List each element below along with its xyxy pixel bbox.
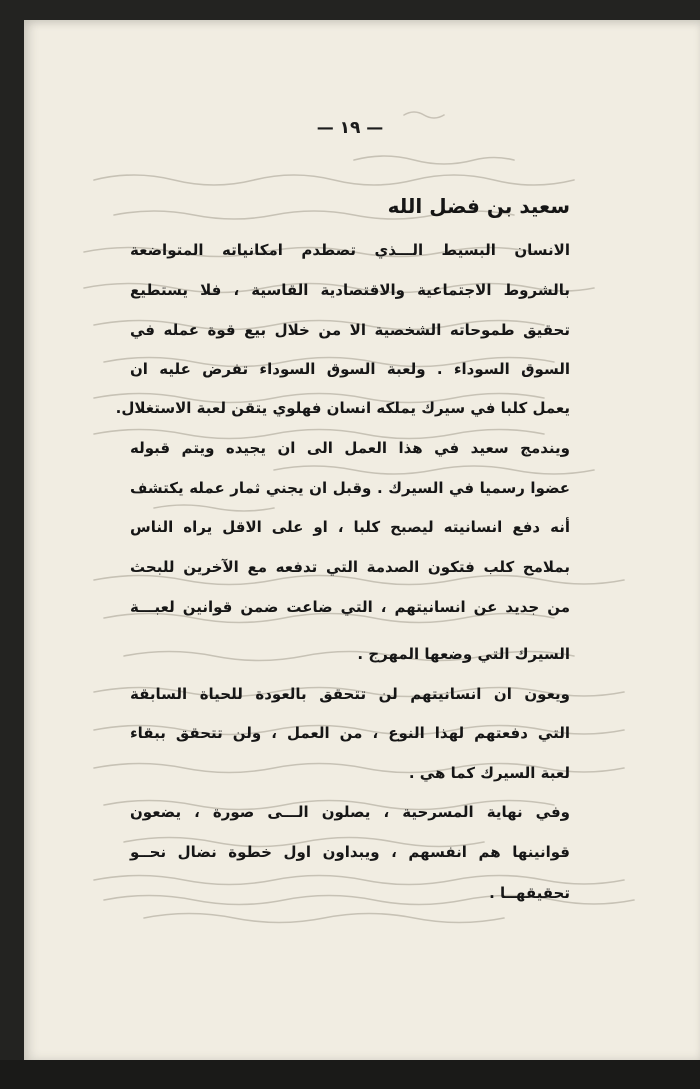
body-line: بملامح كلب فتكون الصدمة التي تدفعه مع الآخرين للبحث (130, 558, 570, 576)
body-line: السيرك التي وضعها المهرج . (357, 645, 570, 663)
body-line: التي دفعتهم لهذا النوع ، من العمل ، ولن تتحقق ببقاء (130, 724, 570, 742)
body-line: لعبة السيرك كما هي . (408, 764, 570, 782)
body-line: عضوا رسميا في السيرك . وقبل ان يجني ثمار عمله يكتشف (130, 479, 570, 497)
scanner-edge (0, 1060, 700, 1089)
page-number: — ١٩ — (316, 118, 384, 138)
body-line: ويندمج سعيد في هذا العمل الى ان يجيده ويتم قبوله (130, 439, 570, 457)
body-line: يعمل كلبا في سيرك يملكه انسان فهلوي يتقن لعبة الاستغلال. (115, 399, 570, 417)
body-line: تحقيق طموحاته الشخصية الا من خلال بيع قوة عمله في (130, 321, 570, 339)
body-line: قوانينها هم انفسهم ، ويبداون اول خطوة نضال نحــو (130, 843, 570, 861)
page-title: سعيد بن فضل الله (387, 194, 570, 218)
body-line: ويعون ان انسانيتهم لن تتحقق بالعودة للحياة السابقة (130, 685, 570, 703)
body-line: الانسان البسيط الـــذي تصطدم امكانياته المتواضعة (130, 241, 570, 259)
body-line: بالشروط الاجتماعية والاقتصادية القاسية ، فلا يستطيع (130, 281, 570, 299)
body-line: تحقيقهــا . (489, 884, 570, 902)
body-line: أنه دفع انسانيته ليصبح كلبا ، او على الاقل يراه الناس (130, 518, 570, 536)
body-line: وفي نهاية المسرحية ، يصلون الـــى صورة ، يضعون (130, 803, 570, 821)
paper-sheet (24, 20, 700, 1060)
body-line: السوق السوداء . ولعبة السوق السوداء تفرض عليه ان (130, 360, 570, 378)
body-line: من جديد عن انسانيتهم ، التي ضاعت ضمن قوانين لعبـــة (130, 598, 570, 616)
